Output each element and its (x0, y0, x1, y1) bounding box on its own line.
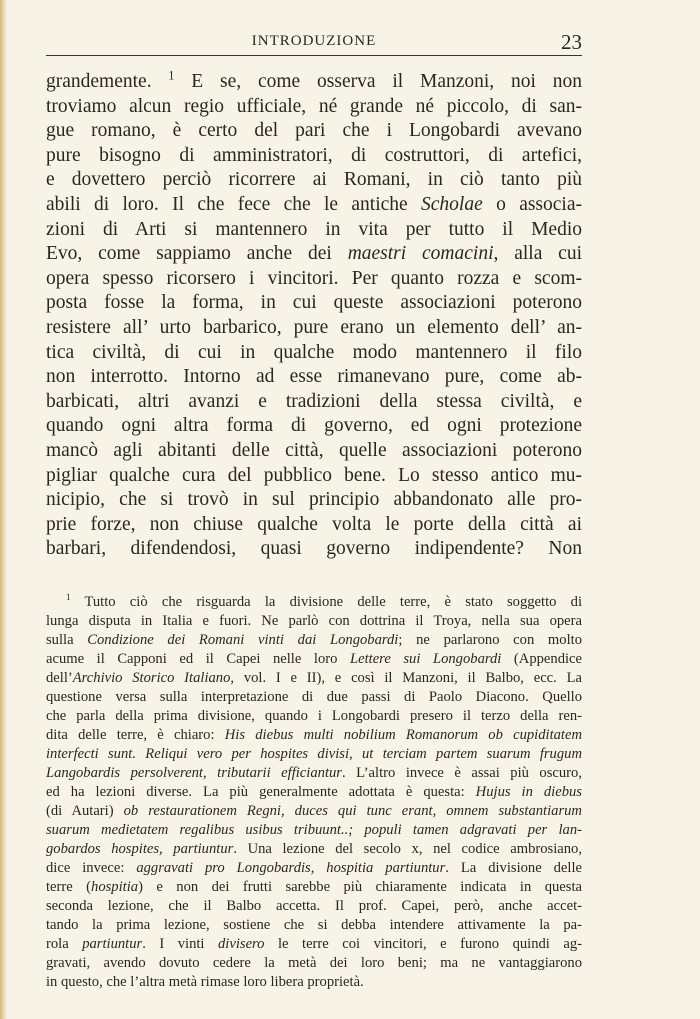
text-run: Evo, come sappiamo anche dei (46, 243, 348, 265)
text-line (46, 291, 582, 316)
text-run: ; ne parlarono con molto (398, 632, 582, 648)
text-run: opera spesso ricorsero i vincitori. Per quanto rozza e scom- (46, 267, 582, 289)
footnote-marker: 1 (66, 592, 71, 603)
text-run: nicipio, che si trovò in sul principio abbandonato alle pro- (46, 489, 582, 511)
text-run: grandemente. (46, 71, 169, 92)
header-rule (46, 55, 582, 56)
footnote-line (46, 612, 582, 631)
footnote-line (46, 802, 582, 821)
text-run: rola (46, 936, 83, 952)
italic-text: hospitia (91, 879, 139, 895)
text-run: . I vinti (142, 936, 218, 952)
text-line (46, 144, 582, 169)
text-line (46, 414, 582, 439)
footnote-line (46, 669, 582, 688)
footnote-line (46, 935, 582, 954)
footnote-line (46, 707, 582, 726)
footnote-line (46, 954, 582, 973)
text-run: le terre coi vincitori, e furono quindi ag- (264, 936, 582, 952)
text-run: barbicati, altri avanzi e tradizioni della stessa civiltà, e (46, 390, 582, 412)
text-run: barbari, difendendosi, quasi governo indipendente? Non (46, 538, 582, 560)
italic-text: partiuntur (82, 936, 143, 952)
text-run: . Una lezione del secolo x, nel codice ambrosiano, (233, 841, 582, 857)
running-title: INTRODUZIONE (251, 33, 377, 49)
text-run: o associa- (482, 193, 582, 215)
text-run: (Appendice (501, 651, 583, 667)
text-run: pure bisogno di amministratori, di costruttori, di artefici, (46, 144, 582, 166)
text-run: non interrotto. Intorno ad esse rimanevano pure, come ab- (46, 366, 582, 388)
italic-text: gobardos hospites, partiuntur (46, 841, 234, 857)
text-run: , vol. I e II), e così il Manzoni, il Balbo, ecc. La (230, 670, 582, 686)
italic-text: Condizione dei Romani vinti dai Longobardi (87, 632, 399, 648)
text-line (46, 168, 582, 193)
text-run: sulla (46, 632, 88, 648)
text-run: dita delle terre, è chiaro: (46, 727, 225, 743)
text-line (46, 537, 582, 562)
text-run: tica civiltà, di cui in qualche modo mantennero il filo (46, 341, 582, 363)
footnote-line (46, 745, 582, 764)
italic-text: Archivio Storico Italiano (72, 670, 231, 686)
italic-text: His diebus multi nobilium Romanorum ob cupiditatem (224, 727, 583, 743)
footnote-line (46, 764, 582, 783)
text-run: mancò agli abitanti delle città, quelle associazioni poterono (46, 439, 582, 461)
text-run: acume il Capponi ed il Capei nelle loro (46, 651, 350, 667)
page-number: 23 (561, 30, 582, 54)
text-run: e dovettero perciò ricorrere ai Romani, in ciò tanto più (46, 169, 582, 191)
text-run: seconda lezione, che il Balbo accetta. Il prof. Capei, però, anche accet- (46, 898, 582, 914)
text-line (46, 218, 582, 243)
page-edge-shadow (0, 0, 7, 1019)
footnote-line (46, 821, 582, 840)
text-run: terre ( (46, 879, 92, 895)
italic-text: maestri comacini (347, 243, 494, 265)
footnote-line (46, 840, 582, 859)
text-run: che parla della prima divisione, quando i Longobardi presero il terzo della ren- (46, 708, 582, 724)
text-run: gue romano, è certo del pari che i Longobardi avevano (46, 120, 582, 142)
text-run: dell’ (46, 670, 73, 686)
text-line (46, 242, 582, 267)
italic-text: Hujus in diebus (475, 784, 582, 800)
italic-text: divisero (218, 936, 265, 952)
text-run: in questo, che l’altra metà rimase loro libera proprietà. (46, 974, 364, 990)
text-run: abili di loro. Il che fece che le antiche (46, 193, 422, 215)
text-run: tando la prima lezione, sostiene che si debba intendere attivamente la pa- (46, 917, 582, 933)
footnote-line (46, 726, 582, 745)
text-run: ) e non dei frutti sarebbe più chiaramente indicata in questa (138, 879, 582, 895)
text-run: . L’altro invece è assai più oscuro, (341, 765, 582, 781)
text-line (46, 390, 582, 415)
italic-text: suarum medietatem regalibus usibus tribuunt..; populi tamen adgravati per lan- (46, 822, 582, 838)
text-run: pigliar qualche cura del pubblico bene. Lo stesso antico mu- (46, 464, 582, 486)
text-run: questione versa sulla interpretazione di due passi di Paolo Diacono. Quello (46, 689, 582, 705)
text-run: dice invece: (46, 860, 137, 876)
text-run: zioni di Arti si mantennero in vita per tutto il Medio (46, 218, 582, 240)
footnote-line (46, 631, 582, 650)
footnote (46, 593, 582, 992)
italic-text: Scholae (421, 193, 483, 215)
footnote-line (46, 650, 582, 669)
footnote-line (46, 916, 582, 935)
text-run: , alla cui (493, 243, 582, 265)
italic-text: aggravati pro Longobardis, hospitia partiuntur (136, 860, 446, 876)
italic-text: Lettere sui Longobardi (350, 651, 502, 667)
footnote-line (46, 897, 582, 916)
footnote-line (46, 878, 582, 897)
text-run: (di Autari) (46, 803, 124, 819)
text-line (46, 513, 582, 538)
text-run: posta fosse la forma, in cui queste associazioni poterono (46, 292, 582, 314)
text-run: ed ha lezioni diverse. La più generalmente adottata è questa: (46, 784, 476, 800)
text-run: quando ogni altra forma di governo, ed ogni protezione (46, 415, 582, 437)
footnote-marker: 1 (168, 68, 175, 83)
text-line (46, 70, 582, 95)
text-line (46, 464, 582, 489)
text-run: gravati, avendo dovuto cedere la metà dei loro beni; ma ne vantaggiarono (46, 955, 582, 971)
text-run: resistere all’ urto barbarico, pure erano un elemento dell’ an- (46, 316, 582, 338)
text-line (46, 316, 582, 341)
text-run: Tutto ciò che risguarda la divisione delle terre, è stato soggetto di (70, 594, 582, 610)
footnote-line (46, 859, 582, 878)
text-line (46, 439, 582, 464)
text-line (46, 119, 582, 144)
text-line (46, 193, 582, 218)
text-line (46, 267, 582, 292)
text-run: . La divisione delle (445, 860, 582, 876)
text-run: E se, come osserva il Manzoni, noi non (174, 71, 582, 92)
footnote-line (46, 688, 582, 707)
footnote-line (46, 783, 582, 802)
footnote-line (46, 973, 582, 992)
text-line (46, 488, 582, 513)
italic-text: Langobardis persolverent, tributarii efficiantur (46, 765, 342, 781)
text-run: lunga disputa in Italia e fuori. Ne parlò con dottrina il Troya, nella sua opera (46, 613, 582, 629)
italic-text: ob restaurationem Regni, duces qui tunc erant, omnem substantiarum (123, 803, 582, 819)
main-text (46, 70, 582, 562)
text-run: prie forze, non chiuse qualche volta le porte della città ai (46, 513, 582, 535)
italic-text: interfecti sunt. Reliqui vero per hospites divisi, ut terciam partem suarum frugum (46, 746, 582, 762)
text-line (46, 365, 582, 390)
footnote-line (46, 593, 582, 612)
text-run: troviamo alcun regio ufficiale, né grande né piccolo, di san- (46, 95, 582, 117)
text-line (46, 341, 582, 366)
text-line (46, 95, 582, 120)
